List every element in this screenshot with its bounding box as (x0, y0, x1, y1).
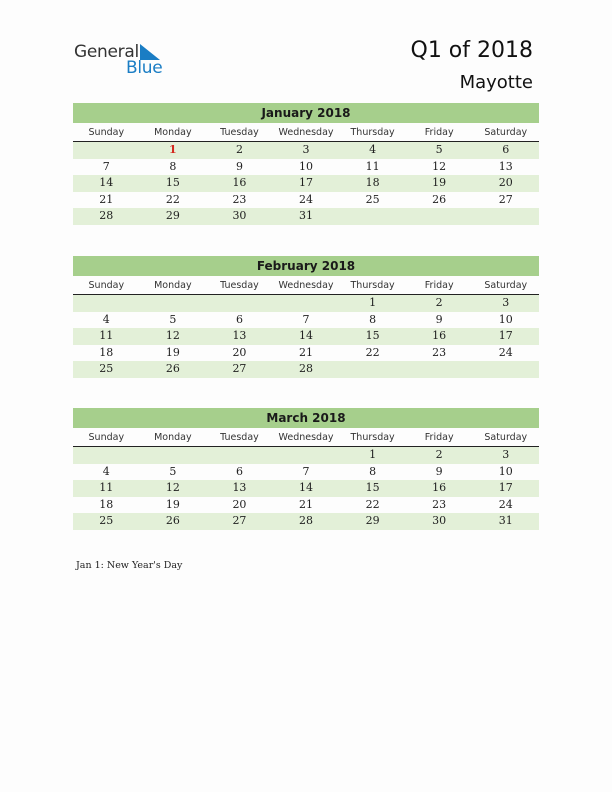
day-cell: 29 (165, 209, 180, 222)
weekday-label: Thursday (350, 280, 395, 291)
day-cell: 4 (102, 464, 110, 478)
month-block (73, 103, 539, 225)
logo-word-general: General (74, 42, 139, 62)
day-cell: 30 (232, 209, 247, 222)
week-row (73, 447, 539, 464)
day-cell: 7 (302, 312, 310, 326)
weekday-label: Friday (424, 432, 454, 443)
week-row (73, 464, 539, 481)
day-cell: 23 (232, 192, 247, 206)
day-cell: 24 (498, 345, 513, 359)
week-row (73, 192, 539, 209)
day-cell: 11 (99, 329, 114, 342)
day-cell: 4 (102, 312, 110, 326)
weekday-label: Tuesday (220, 280, 259, 291)
week-row (73, 513, 539, 530)
week-row (73, 295, 539, 312)
country-name: Mayotte (459, 72, 533, 93)
week-row (73, 208, 539, 225)
day-cell: 23 (432, 345, 447, 359)
day-cell: 14 (299, 329, 314, 342)
week-row (73, 497, 539, 514)
day-cell: 10 (299, 159, 314, 173)
day-cell: 21 (299, 345, 314, 359)
week-row (73, 159, 539, 176)
day-cell: 1 (369, 448, 377, 461)
day-cell: 6 (235, 464, 243, 478)
day-cell: 8 (369, 312, 377, 326)
day-cell: 5 (169, 464, 177, 478)
weekday-label: Friday (424, 280, 454, 291)
weekday-label: Sunday (88, 280, 125, 291)
weekday-label: Saturday (484, 280, 528, 291)
day-cell: 16 (432, 481, 447, 494)
day-cell: 21 (99, 192, 114, 206)
week-row (73, 175, 539, 192)
holiday-day-cell: 1 (169, 143, 177, 156)
day-cell: 14 (99, 176, 114, 189)
day-cell: 11 (99, 481, 114, 494)
day-cell (472, 208, 539, 225)
day-cell (140, 295, 207, 312)
day-cell: 19 (165, 345, 180, 359)
weekday-label: Thursday (350, 127, 395, 138)
day-cell: 18 (365, 176, 380, 189)
day-cell: 19 (165, 497, 180, 511)
day-cell: 9 (435, 464, 443, 478)
day-cell: 12 (432, 159, 447, 173)
day-cell: 2 (235, 143, 243, 156)
day-cell: 11 (365, 159, 380, 173)
month-block (73, 256, 539, 378)
weekday-row (73, 430, 539, 447)
day-cell (472, 361, 539, 378)
day-cell: 26 (165, 514, 180, 527)
day-cell (339, 361, 406, 378)
day-cell: 17 (299, 176, 314, 189)
day-cell: 27 (498, 192, 513, 206)
day-cell: 16 (232, 176, 247, 189)
day-cell: 25 (99, 362, 114, 375)
day-cell: 26 (165, 362, 180, 375)
day-cell: 17 (498, 329, 513, 342)
weekday-row (73, 278, 539, 295)
weekday-label: Sunday (88, 127, 125, 138)
day-cell: 22 (365, 497, 380, 511)
day-cell: 15 (365, 481, 380, 494)
day-cell: 17 (498, 481, 513, 494)
week-row (73, 361, 539, 378)
day-cell: 16 (432, 329, 447, 342)
week-row (73, 328, 539, 345)
day-cell: 2 (435, 448, 443, 461)
day-cell: 29 (365, 514, 380, 527)
day-cell (273, 295, 340, 312)
day-cell: 14 (299, 481, 314, 494)
day-cell: 30 (432, 514, 447, 527)
day-cell: 8 (169, 159, 177, 173)
weekday-label: Friday (424, 127, 454, 138)
day-cell: 15 (165, 176, 180, 189)
day-cell: 6 (235, 312, 243, 326)
day-cell: 20 (498, 176, 513, 189)
day-cell (73, 295, 140, 312)
day-cell: 20 (232, 497, 247, 511)
day-cell: 5 (169, 312, 177, 326)
day-cell: 13 (232, 329, 247, 342)
day-cell: 15 (365, 329, 380, 342)
day-cell: 10 (498, 312, 513, 326)
day-cell: 24 (299, 192, 314, 206)
day-cell: 12 (165, 329, 180, 342)
day-cell: 21 (299, 497, 314, 511)
weekday-label: Monday (154, 432, 192, 443)
day-cell: 7 (102, 159, 110, 173)
day-cell: 28 (299, 514, 314, 527)
day-cell (206, 447, 273, 464)
day-cell: 4 (369, 143, 377, 156)
logo (74, 42, 174, 78)
day-cell (140, 447, 207, 464)
day-cell: 12 (165, 481, 180, 494)
day-cell: 13 (232, 481, 247, 494)
day-cell: 3 (302, 143, 310, 156)
day-cell: 28 (99, 209, 114, 222)
weekday-label: Wednesday (278, 280, 334, 291)
month-header: March 2018 (73, 408, 539, 428)
day-cell: 18 (99, 497, 114, 511)
holiday-notes (76, 560, 182, 571)
weekday-label: Monday (154, 127, 192, 138)
day-cell: 31 (299, 209, 314, 222)
day-cell: 7 (302, 464, 310, 478)
weekday-label: Wednesday (278, 127, 334, 138)
month-header: February 2018 (73, 256, 539, 276)
day-cell (73, 142, 140, 159)
day-cell: 31 (498, 514, 513, 527)
page-title: Q1 of 2018 (410, 38, 533, 63)
day-cell: 28 (299, 362, 314, 375)
day-cell (406, 208, 473, 225)
week-row (73, 312, 539, 329)
day-cell: 20 (232, 345, 247, 359)
month-block (73, 408, 539, 530)
day-cell: 25 (365, 192, 380, 206)
day-cell (73, 447, 140, 464)
weekday-label: Tuesday (220, 127, 259, 138)
weekday-label: Sunday (88, 432, 125, 443)
day-cell: 18 (99, 345, 114, 359)
weekday-label: Wednesday (278, 432, 334, 443)
week-row (73, 345, 539, 362)
logo-word-blue: Blue (126, 58, 163, 78)
day-cell: 5 (435, 143, 443, 156)
month-header: January 2018 (73, 103, 539, 123)
day-cell: 24 (498, 497, 513, 511)
weekday-label: Tuesday (220, 432, 259, 443)
day-cell (406, 361, 473, 378)
week-row (73, 142, 539, 159)
day-cell: 22 (365, 345, 380, 359)
weekday-label: Saturday (484, 432, 528, 443)
weekday-label: Monday (154, 280, 192, 291)
day-cell (206, 295, 273, 312)
day-cell: 9 (235, 159, 243, 173)
day-cell: 27 (232, 514, 247, 527)
weekday-label: Saturday (484, 127, 528, 138)
day-cell: 10 (498, 464, 513, 478)
day-cell: 26 (432, 192, 447, 206)
day-cell: 9 (435, 312, 443, 326)
holiday-note: Jan 1: New Year's Day (76, 560, 183, 571)
day-cell: 25 (99, 514, 114, 527)
day-cell: 27 (232, 362, 247, 375)
day-cell: 3 (502, 296, 510, 309)
day-cell: 22 (165, 192, 180, 206)
weekday-label: Thursday (350, 432, 395, 443)
day-cell: 3 (502, 448, 510, 461)
day-cell: 6 (502, 143, 510, 156)
day-cell: 13 (498, 159, 513, 173)
day-cell: 19 (432, 176, 447, 189)
day-cell: 8 (369, 464, 377, 478)
day-cell (273, 447, 340, 464)
day-cell (339, 208, 406, 225)
day-cell: 2 (435, 296, 443, 309)
day-cell: 23 (432, 497, 447, 511)
day-cell: 1 (369, 296, 377, 309)
weekday-row (73, 125, 539, 142)
week-row (73, 480, 539, 497)
